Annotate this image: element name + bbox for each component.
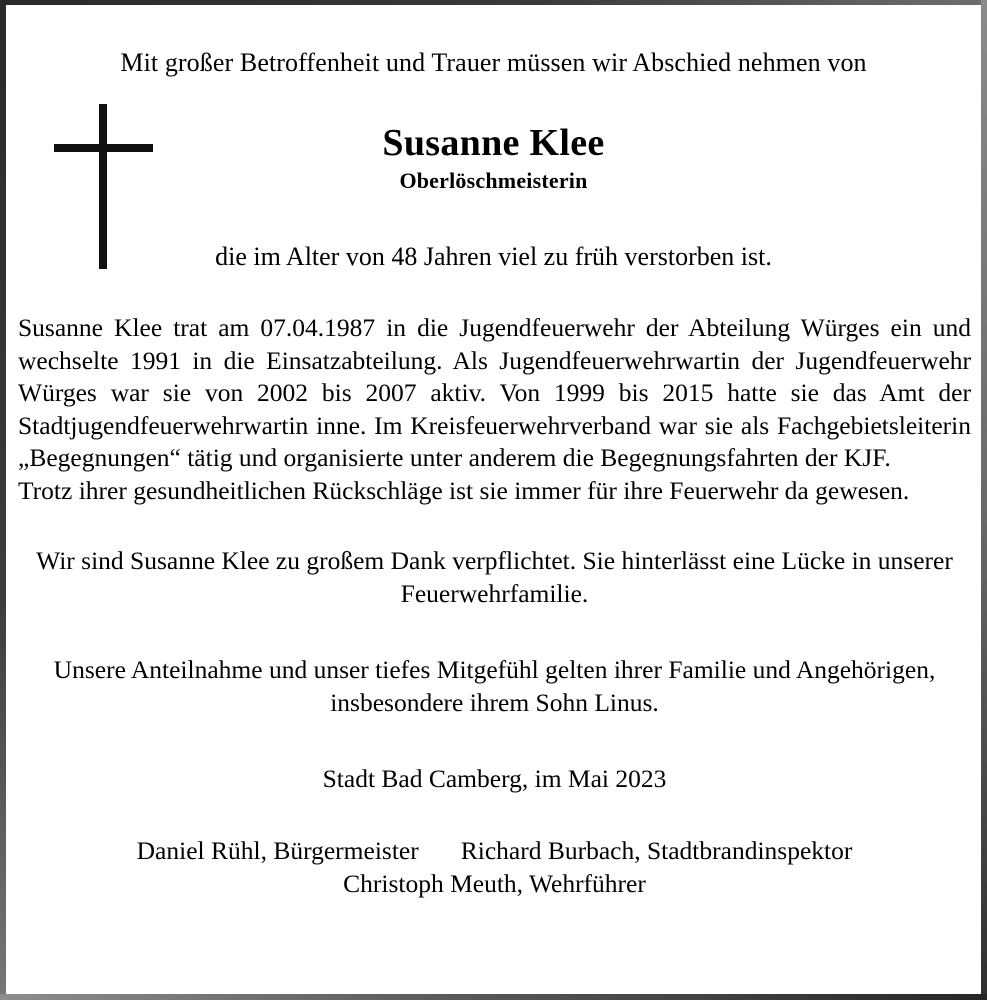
notice-body (18, 312, 971, 900)
deceased-rank: Oberlöschmeisterin (399, 168, 588, 193)
signatory-fire-inspector: Richard Burbach, Stadtbrandinspektor (460, 835, 853, 865)
spacer (18, 796, 971, 834)
signatory-row-primary (18, 834, 971, 867)
condolence-paragraph: Unsere Anteilnahme und unser tiefes Mitgefühl gelten ihrer Familie und Angehörigen, insbesondere ihrem Sohn Linus. (53, 655, 936, 717)
place-and-date: Stadt Bad Camberg, im Mai 2023 (322, 764, 667, 793)
deceased-name: Susanne Klee (382, 122, 605, 164)
border-right (981, 0, 987, 1000)
biography-paragraph: Susanne Klee trat am 07.04.1987 in die Jugendfeuerwehr der Abteilung Würges ein und wechselte 1991 in die Einsatzabteilung. Als Jugendfeuerwehrwartin der Jugendfeuerwehr Würges war sie von 2002 bis 2007 aktiv. Von 1999 bis 2015 hatte sie das Amt der Stadtjugendfeuerwehrwartin inne. Im Kreisfeuerwehrverband war sie als Fachgebietsleiterin „Begegnungen“ tätig und organisierte unter anderem die Begegnungsfahrten der KJF. (18, 313, 971, 472)
spacer (18, 507, 971, 545)
signatory-mayor: Daniel Rühl, Bürgermeister (136, 835, 419, 865)
lead-line: Mit großer Betroffenheit und Trauer müssen wir Abschied nehmen von (120, 48, 867, 77)
border-bottom (0, 994, 987, 1000)
deceased-identity (7, 122, 980, 194)
biography-second-paragraph: Trotz ihrer gesundheitlichen Rückschläge ist sie immer für ihre Feuerwehr da gewesen. (18, 475, 910, 505)
signatory-fire-chief: Christoph Meuth, Wehrführer (343, 868, 646, 898)
notice-content (7, 6, 980, 993)
border-top (0, 0, 987, 5)
age-line: die im Alter von 48 Jahren viel zu früh verstorben ist. (215, 242, 772, 271)
tribute-paragraph: Wir sind Susanne Klee zu großem Dank verpflichtet. Sie hinterlässt eine Lücke in unserer Feuerwehrfamilie. (36, 546, 953, 608)
signatory-row-secondary (18, 867, 971, 900)
spacer (18, 610, 971, 654)
border-left (0, 0, 6, 1000)
spacer (18, 719, 971, 763)
